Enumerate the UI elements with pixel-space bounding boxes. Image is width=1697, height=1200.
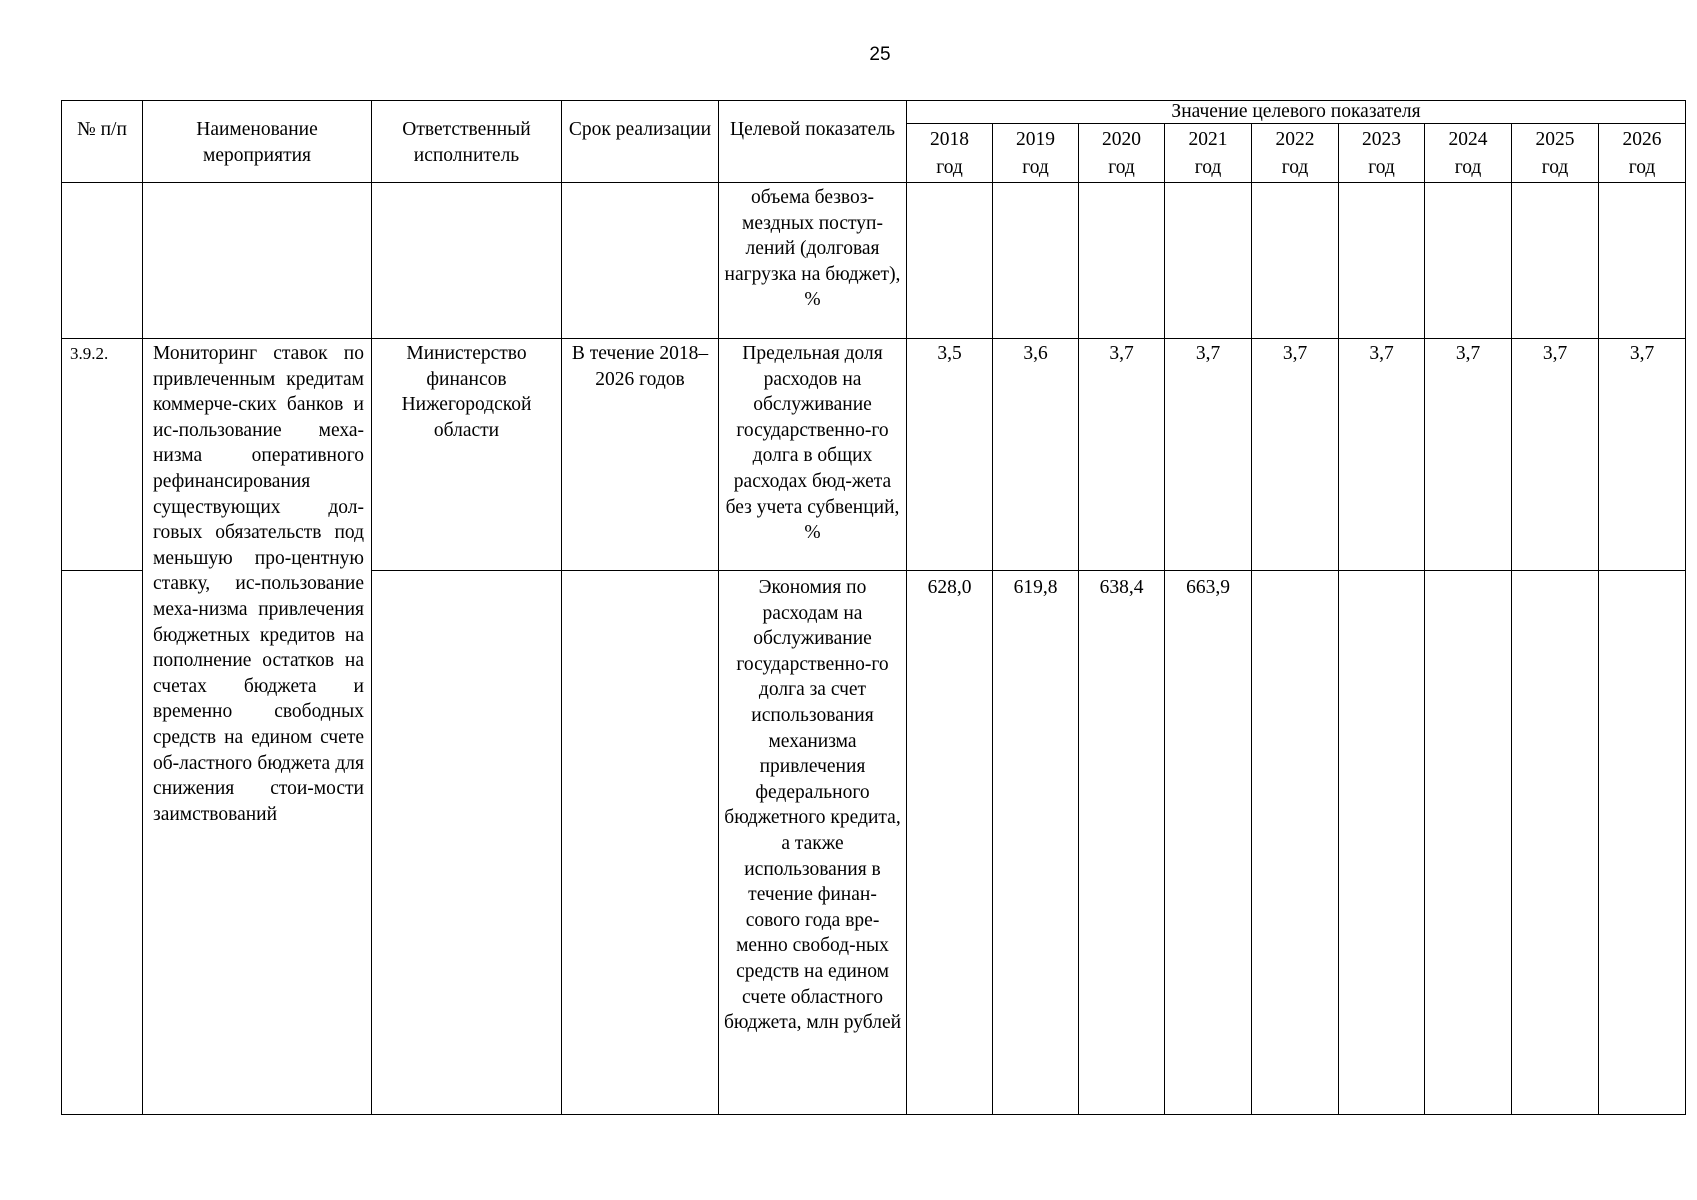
row-responsible: Министерство финансов Нижегородской области [372,339,562,571]
year-header: 2019 год [993,124,1079,183]
table-header-row [62,101,1686,124]
page-number: 25 [869,44,891,65]
year-header: 2024 год [1425,124,1512,183]
value-cell: 3,6 [993,339,1079,571]
table-row [62,183,1686,339]
value-cell [1599,183,1686,339]
year-header: 2020 год [1079,124,1165,183]
value-cell: 3,7 [1165,339,1252,571]
header-name: Наименование мероприятия [143,101,372,183]
value-cell: 3,7 [1599,339,1686,571]
value-cell: 619,8 [993,571,1079,1115]
header-responsible: Ответственный исполнитель [372,101,562,183]
header-indicator: Целевой показатель [719,101,907,183]
row-num [62,183,143,339]
table-row [62,339,1686,571]
value-cell [1339,183,1425,339]
value-cell [993,183,1079,339]
value-cell: 663,9 [1165,571,1252,1115]
value-cell: 3,7 [1425,339,1512,571]
row-indicator: объема безвоз-мездных поступ-лений (долговая нагрузка на бюджет), % [719,183,907,339]
value-cell [1339,571,1425,1115]
year-header: 2018 год [907,124,993,183]
row-term [562,571,719,1115]
year-header: 2022 год [1252,124,1339,183]
value-cell: 3,7 [1079,339,1165,571]
row-name: Мониторинг ставок по привлеченным кредитам коммерче-ских банков и ис-пользование меха-низма оперативного рефинансирования существующих дол-говых обязательств под меньшую про-центную ставку, ис-пользование меха-низма привлечения бюджетных кредитов на пополнение остатков на счетах бюджета и временно свободных средств на едином счете об-ластного бюджета для снижения стои-мости заимствований [143,339,372,1115]
target-indicators-table [61,100,1686,1115]
row-responsible [372,183,562,339]
value-cell [1252,183,1339,339]
row-term: В течение 2018–2026 годов [562,339,719,571]
header-num: № п/п [62,101,143,183]
row-responsible [372,571,562,1115]
value-cell: 3,7 [1252,339,1339,571]
value-cell [1512,183,1599,339]
row-num [62,571,143,1115]
value-cell: 3,5 [907,339,993,571]
value-cell [1599,571,1686,1115]
value-cell [1425,183,1512,339]
value-cell: 628,0 [907,571,993,1115]
row-name [143,183,372,339]
header-term: Срок реализации [562,101,719,183]
year-header: 2025 год [1512,124,1599,183]
row-indicator: Предельная доля расходов на обслуживание государственно-го долга в общих расходах бюд-жета без учета субвенций, % [719,339,907,571]
year-header: 2021 год [1165,124,1252,183]
value-cell: 3,7 [1339,339,1425,571]
value-cell [1512,571,1599,1115]
row-term [562,183,719,339]
value-cell [1252,571,1339,1115]
header-values-group: Значение целевого показателя [907,101,1686,124]
value-cell [1425,571,1512,1115]
value-cell: 638,4 [1079,571,1165,1115]
value-cell [907,183,993,339]
value-cell [1165,183,1252,339]
row-num: 3.9.2. [62,339,143,571]
year-header: 2023 год [1339,124,1425,183]
row-indicator: Экономия по расходам на обслуживание государственно-го долга за счет использования механизма привлечения федерального бюджетного кредита, а также использования в течение финан-сового года вре-менно свобод-ных средств на едином счете областного бюджета, млн рублей [719,571,907,1115]
value-cell [1079,183,1165,339]
value-cell: 3,7 [1512,339,1599,571]
year-header: 2026 год [1599,124,1686,183]
